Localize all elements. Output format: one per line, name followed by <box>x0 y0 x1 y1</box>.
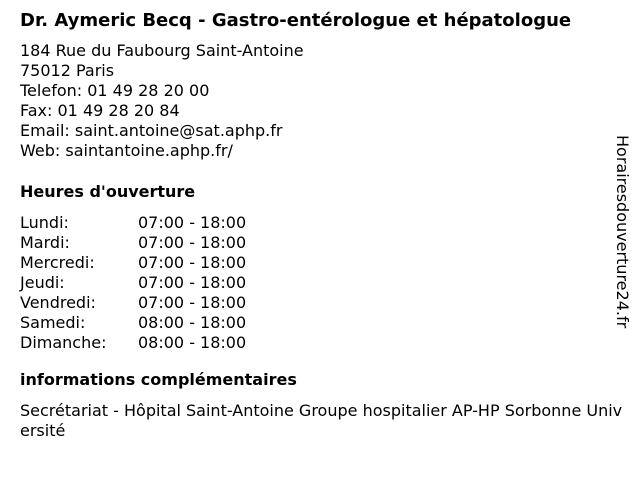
email-line <box>20 121 620 141</box>
fax-number: 01 49 28 20 84 <box>57 101 180 120</box>
hours-row <box>20 233 620 253</box>
fax-line <box>20 101 620 121</box>
hours-row <box>20 333 620 353</box>
web-link[interactable]: saintantoine.aphp.fr/ <box>65 141 233 160</box>
page-title: Dr. Aymeric Becq - Gastro-entérologue et hépatologue <box>20 10 572 31</box>
phone-number[interactable]: 01 49 28 20 00 <box>87 81 210 100</box>
hours-time: 07:00 - 18:00 <box>138 213 247 232</box>
hours-row <box>20 213 620 233</box>
email-label: Email: <box>20 121 70 140</box>
hours-day: Lundi: <box>20 213 69 232</box>
info-text: Secrétariat - Hôpital Saint-Antoine Groupe hospitalier AP-HP Sorbonne Université <box>20 401 623 440</box>
hours-row <box>20 253 620 273</box>
web-label: Web: <box>20 141 61 160</box>
email-link[interactable]: saint.antoine@sat.aphp.fr <box>74 121 283 140</box>
phone-line <box>20 81 620 101</box>
hours-day: Mercredi: <box>20 253 95 272</box>
hours-time: 07:00 - 18:00 <box>138 273 247 292</box>
fax-label: Fax: <box>20 101 53 120</box>
street-address: 184 Rue du Faubourg Saint-Antoine <box>20 41 304 60</box>
site-watermark: Horairesdouverture24.fr <box>613 135 632 329</box>
info-heading: informations complémentaires <box>20 370 297 389</box>
hours-row <box>20 273 620 293</box>
hours-day: Vendredi: <box>20 293 96 312</box>
hours-row <box>20 293 620 313</box>
hours-day: Mardi: <box>20 233 70 252</box>
hours-time: 07:00 - 18:00 <box>138 233 247 252</box>
hours-day: Samedi: <box>20 313 86 332</box>
hours-row <box>20 313 620 333</box>
hours-day: Dimanche: <box>20 333 107 352</box>
hours-table <box>20 213 620 353</box>
city-address: 75012 Paris <box>20 61 115 80</box>
hours-day: Jeudi: <box>20 273 65 292</box>
hours-time: 08:00 - 18:00 <box>138 333 247 352</box>
contact-block <box>20 41 620 161</box>
hours-time: 08:00 - 18:00 <box>138 313 247 332</box>
phone-label: Telefon: <box>20 81 83 100</box>
hours-heading: Heures d'ouverture <box>20 182 196 201</box>
web-line <box>20 141 620 161</box>
hours-time: 07:00 - 18:00 <box>138 293 247 312</box>
hours-time: 07:00 - 18:00 <box>138 253 247 272</box>
